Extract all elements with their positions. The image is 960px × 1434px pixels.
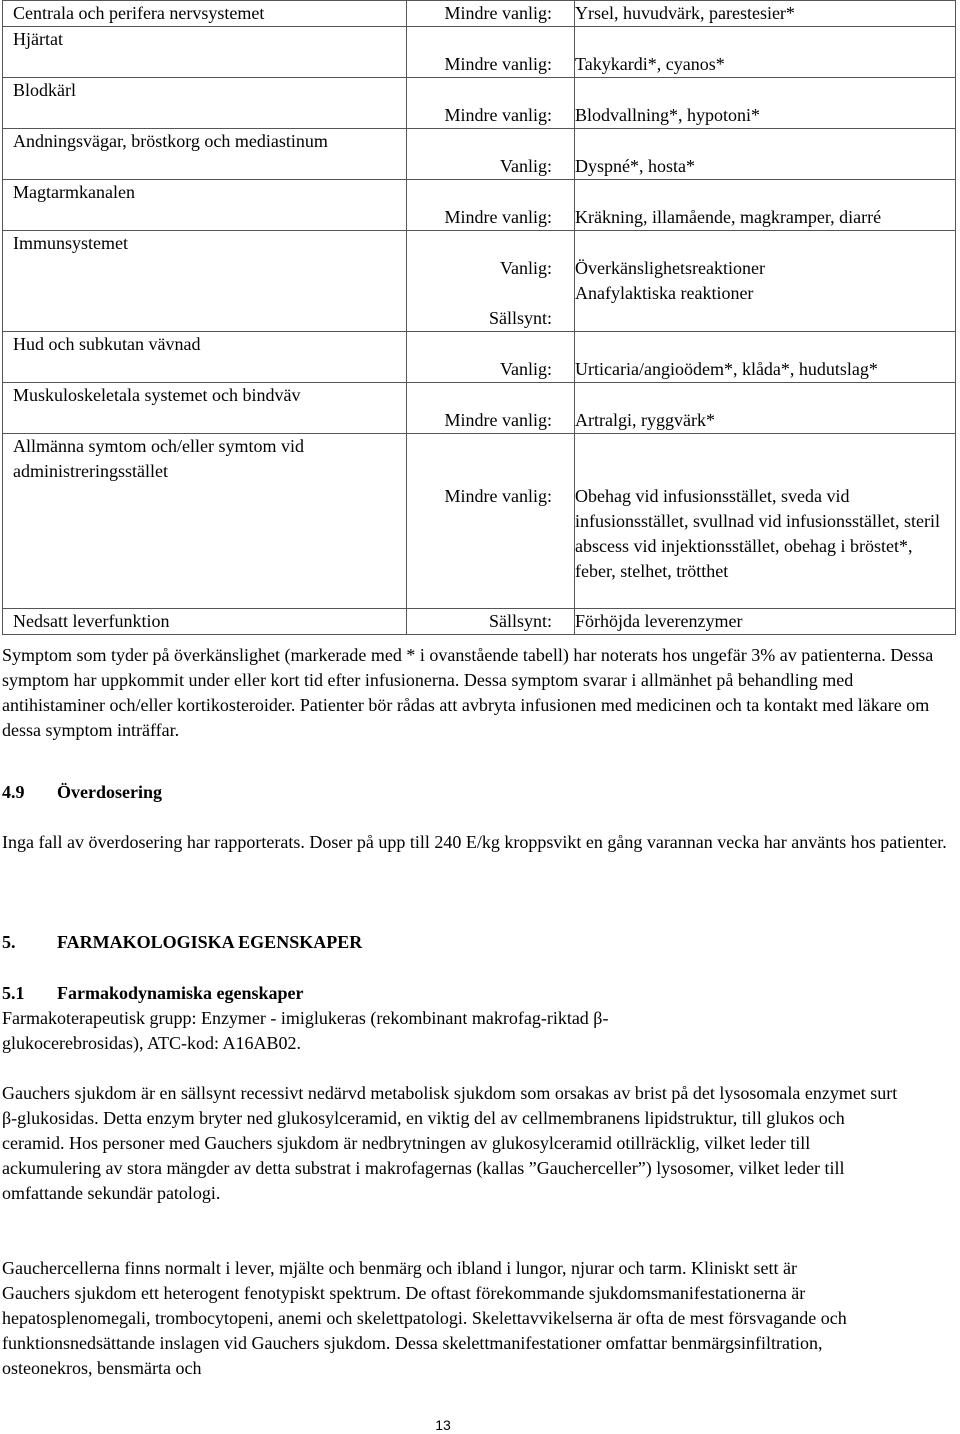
table-row <box>3 332 956 383</box>
frequency-cell <box>407 180 575 231</box>
effect-text: Anafylaktiska reaktioner <box>575 283 754 303</box>
frequency-text: Vanlig: <box>500 258 552 278</box>
frequency-cell <box>407 231 575 332</box>
frequency-cell <box>407 332 575 383</box>
table-row <box>3 78 956 129</box>
effect-text: Blodvallning*, hypotoni* <box>575 105 761 125</box>
frequency-cell: Mindre vanlig: <box>407 1 575 27</box>
pharmacotherapeutic-group <box>2 1006 742 1056</box>
paragraph-text: Gauchers sjukdom är en sällsynt recessivt nedärvd metabolisk sjukdom som orsakas av brist på det lysosomala enzymet surt β-glukosidas. Detta enzym bryter ned glukosylceramid, en viktig del av cellmembranens lipidstruktur, till glukos och ceramid. Hos personer med Gauchers sjukdom är nedbrytningen av glukosylceramid otillräcklig, vilket leder till ackumulering av stora mängder av detta substrat i makrofagernas (kallas ”Gaucherceller”) lysosomer, vilket leder till omfattande sekundär patologi. <box>2 1083 898 1203</box>
table-row <box>3 434 956 609</box>
section-title: Överdosering <box>57 782 162 802</box>
hypersensitivity-paragraph <box>2 643 952 743</box>
overdose-paragraph <box>2 830 952 855</box>
adverse-reactions-table <box>2 0 956 635</box>
effect-text: Överkänslighetsreaktioner <box>575 258 765 278</box>
table-row <box>3 180 956 231</box>
effect-cell <box>575 180 956 231</box>
page-number: 13 <box>435 1417 451 1433</box>
table-row <box>3 27 956 78</box>
paragraph-text: Symptom som tyder på överkänslighet (markerade med * i ovanstående tabell) har noterats hos ungefär 3% av patienterna. Dessa symptom har uppkommit under eller kort tid efter infusionerna. Dessa symptom svarar i allmänhet på behandling med antihistaminer och/eller kortikosteroider. Patienter bör rådas att avbryta infusionen med medicinen och ta kontakt med läkare om dessa symptom inträffar. <box>2 645 934 740</box>
table-row <box>3 231 956 332</box>
table-row <box>3 609 956 635</box>
effect-text: Takykardi*, cyanos* <box>575 54 725 74</box>
organ-class-cell: Andningsvägar, bröstkorg och mediastinum <box>3 129 407 180</box>
organ-class-cell: Blodkärl <box>3 78 407 129</box>
section-title: Farmakodynamiska egenskaper <box>57 983 304 1003</box>
organ-class-cell: Allmänna symtom och/eller symtom vid administreringsstället <box>3 434 407 609</box>
organ-class-cell: Nedsatt leverfunktion <box>3 609 407 635</box>
frequency-text: Mindre vanlig: <box>444 54 552 74</box>
table-row <box>3 129 956 180</box>
effect-text: Kräkning, illamående, magkramper, diarré <box>575 207 882 227</box>
table-row <box>3 1 956 27</box>
effect-text: Obehag vid infusionsstället, sveda vid infusionsstället, svullnad vid infusionsstället, steril abscess vid injektionsstället, obehag i bröstet*, feber, stelhet, trötthet <box>575 486 940 581</box>
frequency-cell: Sällsynt: <box>407 609 575 635</box>
section-number: 5.1 <box>2 983 25 1003</box>
section-title: FARMAKOLOGISKA EGENSKAPER <box>57 932 363 952</box>
table-row <box>3 383 956 434</box>
organ-class-cell: Centrala och perifera nervsystemet <box>3 1 407 27</box>
frequency-text: Mindre vanlig: <box>444 105 552 125</box>
gaucher-paragraph-2 <box>2 1256 862 1381</box>
organ-class-cell: Hud och subkutan vävnad <box>3 332 407 383</box>
paragraph-text: Inga fall av överdosering har rapporterats. Doser på upp till 240 E/kg kroppsvikt en gång varannan vecka har använts hos patienter. <box>2 832 947 852</box>
effect-text: Artralgi, ryggvärk* <box>575 410 715 430</box>
frequency-cell <box>407 434 575 609</box>
section-number: 4.9 <box>2 782 25 802</box>
frequency-cell <box>407 27 575 78</box>
effect-text: Urticaria/angioödem*, klåda*, hudutslag* <box>575 359 878 379</box>
frequency-text: Vanlig: <box>500 359 552 379</box>
section-number: 5. <box>2 932 16 952</box>
organ-class-cell: Muskuloskeletala systemet och bindväv <box>3 383 407 434</box>
frequency-cell <box>407 78 575 129</box>
organ-class-cell: Hjärtat <box>3 27 407 78</box>
organ-class-cell: Magtarmkanalen <box>3 180 407 231</box>
effect-cell <box>575 27 956 78</box>
frequency-text: Mindre vanlig: <box>444 486 552 506</box>
effect-cell <box>575 231 956 332</box>
organ-class-cell: Immunsystemet <box>3 231 407 332</box>
gaucher-paragraph-1 <box>2 1081 902 1206</box>
paragraph-text: Gauchercellerna finns normalt i lever, mjälte och benmärg och ibland i lungor, njurar och tarm. Kliniskt sett är Gauchers sjukdom ett heterogent fenotypiskt spektrum. De oftast förekommande sjukdomsmanifestationerna är hepatosplenomegali, trombocytopeni, anemi och skelettpatologi. Skelettavvikelserna är ofta de mest försvagande och funktionsnedsättande inslagen vid Gauchers sjukdom. Dessa skelettmanifestationer omfattar benmärgsinfiltration, osteonekros, bensmärta och <box>2 1258 847 1378</box>
effect-cell <box>575 78 956 129</box>
effect-cell: Förhöjda leverenzymer <box>575 609 956 635</box>
frequency-cell <box>407 129 575 180</box>
effect-cell <box>575 129 956 180</box>
effect-cell <box>575 383 956 434</box>
effect-text: Dyspné*, hosta* <box>575 156 695 176</box>
section-heading <box>2 780 162 805</box>
frequency-text: Sällsynt: <box>488 308 552 328</box>
frequency-text: Mindre vanlig: <box>444 207 552 227</box>
paragraph-text: Farmakoterapeutisk grupp: Enzymer - imiglukeras (rekombinant makrofag-riktad β-glukocerebrosidas), ATC-kod: A16AB02. <box>2 1008 609 1053</box>
effect-cell <box>575 332 956 383</box>
subsection-heading <box>2 981 304 1006</box>
frequency-cell <box>407 383 575 434</box>
effect-cell <box>575 434 956 609</box>
effect-cell: Yrsel, huvudvärk, parestesier* <box>575 1 956 27</box>
frequency-text: Vanlig: <box>500 156 552 176</box>
section-heading <box>2 930 362 955</box>
frequency-text: Mindre vanlig: <box>444 410 552 430</box>
